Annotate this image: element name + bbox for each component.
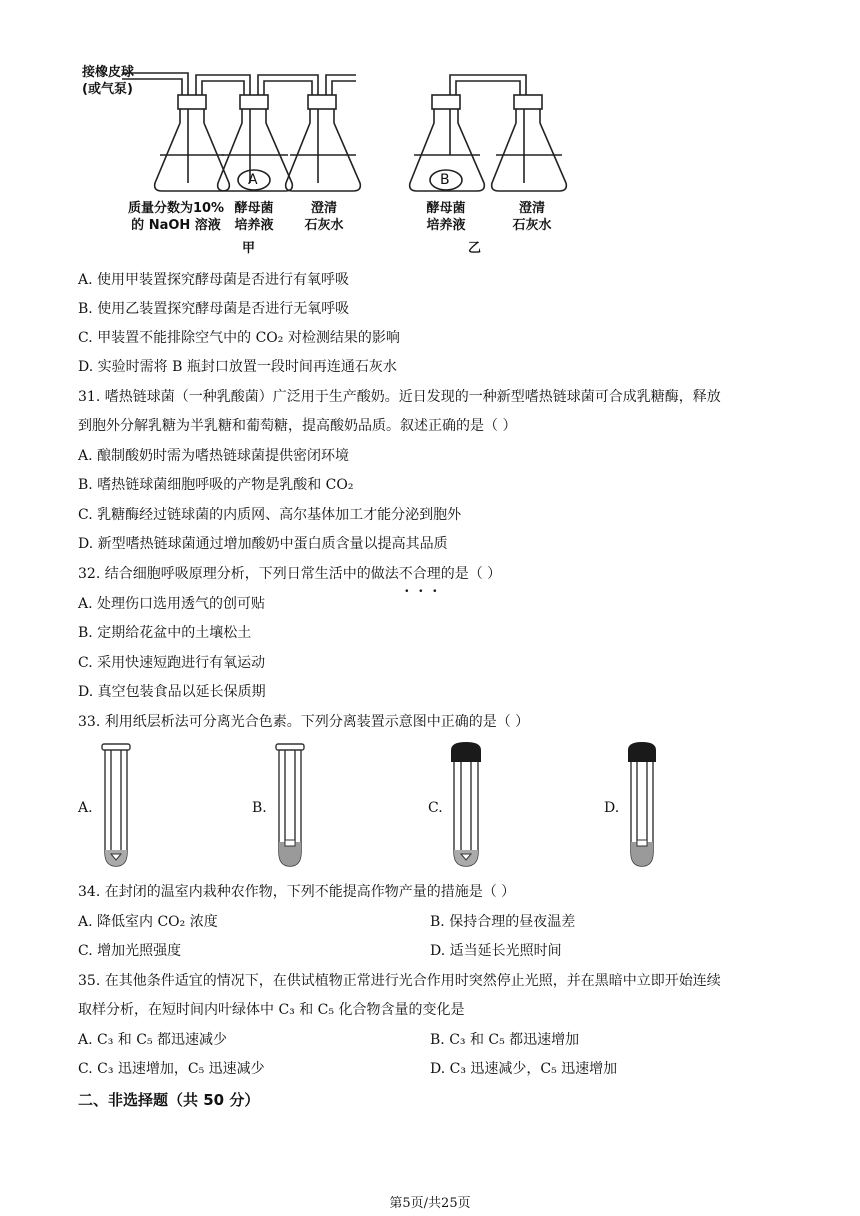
q30-option-b: B. 使用乙装置探究酵母菌是否进行无氧呼吸 bbox=[78, 301, 350, 317]
connector-tube bbox=[450, 75, 526, 95]
q33-option-d-label: D. bbox=[604, 800, 620, 816]
q35-option-a: A. C₃ 和 C₅ 都迅速减少 bbox=[78, 1032, 228, 1048]
flask-lime-b bbox=[492, 95, 567, 191]
q31-option-a: A. 酿制酸奶时需为嗜热链球菌提供密闭环境 bbox=[78, 448, 350, 464]
connector-tube bbox=[196, 75, 250, 95]
q30-option-c: C. 甲装置不能排除空气中的 CO₂ 对检测结果的影响 bbox=[78, 330, 400, 346]
device-yi-label: 乙 bbox=[468, 241, 482, 256]
q32-option-c: C. 采用快速短跑进行有氧运动 bbox=[78, 655, 266, 671]
emphasis-char: 不 bbox=[398, 566, 413, 582]
q32-option-b: B. 定期给花盆中的土壤松土 bbox=[78, 625, 252, 641]
q31-option-b: B. 嗜热链球菌细胞呼吸的产物是乳酸和 CO₂ bbox=[78, 477, 354, 493]
q35-stem-2: 取样分析，在短时间内叶绿体中 C₃ 和 C₅ 化合物含量的变化是 bbox=[78, 1002, 465, 1018]
q35-stem-1: 35. 在其他条件适宜的情况下，在供试植物正常进行光合作用时突然停止光照，并在黑暗中立即开始连续 bbox=[78, 973, 721, 989]
naoh-label: 质量分数为10% 的 NaOH 溶液 bbox=[127, 201, 225, 233]
q35-option-d: D. C₃ 迅速减少，C₅ 迅速增加 bbox=[430, 1061, 618, 1077]
connector-tube bbox=[258, 75, 318, 95]
flask-lime-a bbox=[286, 95, 361, 191]
q33-option-c-label: C. bbox=[428, 800, 443, 816]
q33-stem: 33. 利用纸层析法可分离光合色素。下列分离装置示意图中正确的是（ ） bbox=[78, 714, 530, 730]
flask-a-marker: A bbox=[248, 172, 258, 188]
test-tube-d bbox=[622, 742, 662, 872]
test-tube-a bbox=[96, 742, 136, 872]
q31-stem-1: 31. 嗜热链球菌（一种乳酸菌）广泛用于生产酸奶。近日发现的一种新型嗜热链球菌可合成乳糖酶，释放 bbox=[78, 389, 721, 405]
connector-tube bbox=[326, 75, 356, 95]
test-tube-c bbox=[446, 742, 486, 872]
q35-option-c: C. C₃ 迅速增加，C₅ 迅速减少 bbox=[78, 1061, 265, 1077]
q33-option-b-label: B. bbox=[252, 800, 267, 816]
q30-option-d: D. 实验时需将 B 瓶封口放置一段时间再连通石灰水 bbox=[78, 359, 397, 375]
emphasis-char: 理 bbox=[426, 566, 441, 582]
q30-option-a: A. 使用甲装置探究酵母菌是否进行有氧呼吸 bbox=[78, 272, 350, 288]
page-number: 第5页/共25页 bbox=[389, 1196, 471, 1211]
yeast-b-label: 酵母菌 培养液 bbox=[426, 201, 466, 233]
q34-option-d: D. 适当延长光照时间 bbox=[430, 943, 562, 959]
q34-option-a: A. 降低室内 CO₂ 浓度 bbox=[78, 914, 218, 930]
q31-stem-2: 到胞外分解乳糖为半乳糖和葡萄糖，提高酸奶品质。叙述正确的是（ ） bbox=[78, 418, 517, 434]
q32-option-d: D. 真空包装食品以延长保质期 bbox=[78, 684, 266, 700]
q32-stem: 32. 结合细胞呼吸原理分析，下列日常生活中的做法不合理的是（ ） bbox=[78, 566, 502, 582]
emphasis-char: 合 bbox=[412, 566, 427, 582]
flask-naoh bbox=[155, 95, 230, 191]
q31-option-d: D. 新型嗜热链球菌通过增加酸奶中蛋白质含量以提高其品质 bbox=[78, 536, 448, 552]
lime-a-label: 澄清 石灰水 bbox=[304, 201, 344, 233]
q31-option-c: C. 乳糖酶经过链球菌的内质网、高尔基体加工才能分泌到胞外 bbox=[78, 507, 462, 523]
q33-option-a-label: A. bbox=[78, 800, 93, 816]
q34-stem: 34. 在封闭的温室内栽种农作物，下列不能提高作物产量的措施是（ ） bbox=[78, 884, 516, 900]
q34-option-c: C. 增加光照强度 bbox=[78, 943, 182, 959]
q35-option-b: B. C₃ 和 C₅ 都迅速增加 bbox=[430, 1032, 580, 1048]
pump-label: 接橡皮球 (或气泵) bbox=[82, 65, 135, 97]
q32-option-a: A. 处理伤口选用透气的创可贴 bbox=[78, 596, 266, 612]
q34-option-b: B. 保持合理的昼夜温差 bbox=[430, 914, 576, 930]
test-tube-b bbox=[270, 742, 310, 872]
section-title: 二、非选择题（共 50 分） bbox=[78, 1091, 260, 1109]
yeast-a-label: 酵母菌 培养液 bbox=[234, 201, 274, 233]
lime-b-label: 澄清 石灰水 bbox=[512, 201, 552, 233]
device-jia-label: 甲 bbox=[242, 241, 256, 256]
flask-b-marker: B bbox=[440, 172, 450, 188]
